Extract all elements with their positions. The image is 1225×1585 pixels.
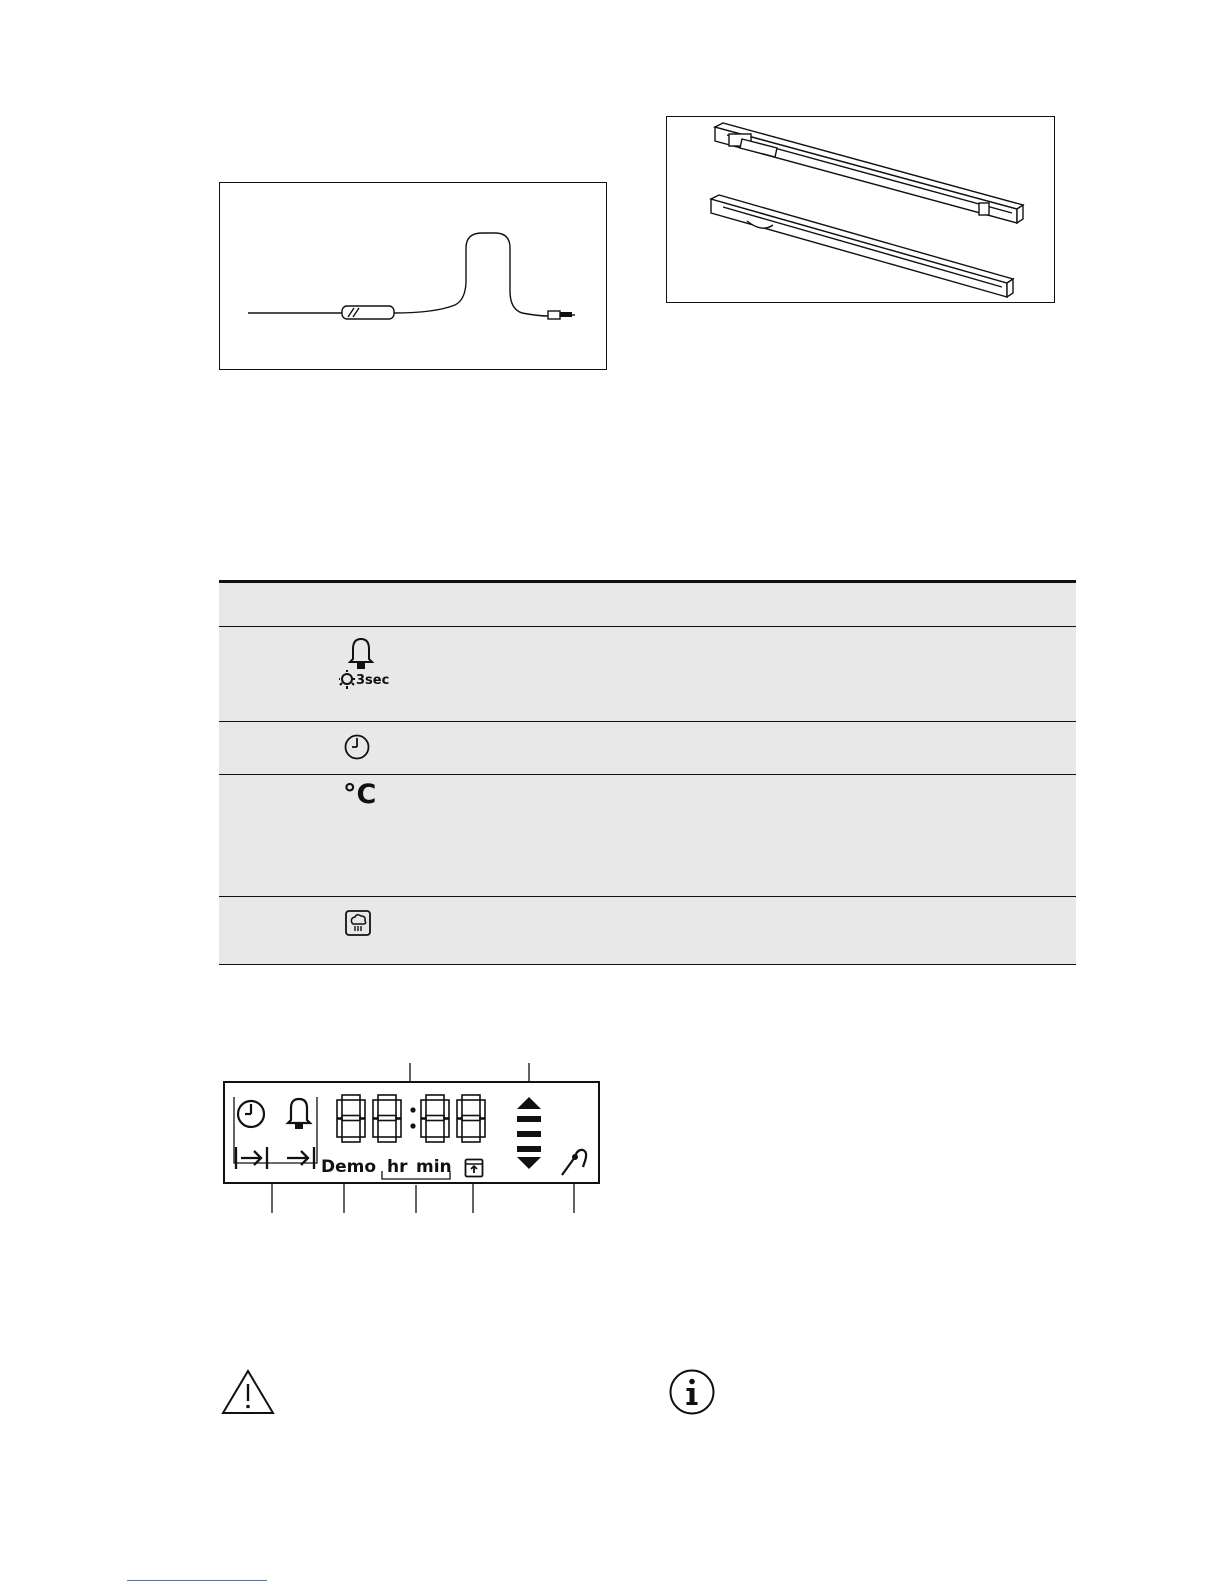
digit-segment [378, 1116, 396, 1121]
table-row [219, 775, 1076, 897]
icon-text-3sec: 3sec [356, 673, 390, 688]
probe-icon [559, 1145, 589, 1177]
display-panel [223, 1081, 600, 1184]
digit-segment [378, 1137, 396, 1142]
table-header-row [219, 580, 1076, 627]
core-temperature-probe-icon [220, 183, 605, 368]
display-diagram [223, 1063, 603, 1213]
digit-segment [462, 1116, 480, 1121]
child-lock-icon [464, 1158, 484, 1178]
heat-up-indicator [515, 1095, 543, 1181]
digit-segment [457, 1119, 462, 1137]
digit-segment [462, 1095, 480, 1100]
digit-display [335, 1093, 495, 1149]
probe-figure [219, 182, 607, 370]
digit-segment [396, 1119, 401, 1137]
digit-segment [426, 1137, 444, 1142]
steam-icon [344, 909, 372, 937]
table-row [219, 627, 1076, 722]
bell-icon [285, 1096, 313, 1130]
table-row [219, 897, 1076, 965]
digit-segment [360, 1119, 365, 1137]
min-label: min [416, 1157, 452, 1177]
digit-segment [426, 1116, 444, 1121]
clock-icon [343, 733, 371, 761]
telescopic-runners-icon [667, 117, 1053, 301]
rails-figure [666, 116, 1055, 303]
digit-segment [462, 1137, 480, 1142]
demo-label: Demo [321, 1157, 377, 1177]
digit-segment [378, 1095, 396, 1100]
warning-triangle-icon [220, 1368, 276, 1416]
digit-segment [444, 1119, 449, 1137]
table-row [219, 722, 1076, 775]
colon-separator [410, 1107, 415, 1128]
clock-icon [235, 1098, 267, 1130]
digit-segment [342, 1116, 360, 1121]
info-icon [668, 1368, 716, 1416]
celsius-icon-text: °C [343, 779, 377, 810]
end-time-icon [285, 1145, 317, 1171]
hr-label: hr [387, 1157, 408, 1177]
digit-segment [342, 1137, 360, 1142]
function-table [219, 580, 1076, 965]
digit-segment [426, 1095, 444, 1100]
link-underline [127, 1580, 267, 1581]
digit-segment [480, 1119, 485, 1137]
digit-segment [342, 1095, 360, 1100]
duration-icon [234, 1145, 270, 1171]
digit-segment [337, 1119, 342, 1137]
digit-segment [373, 1119, 378, 1137]
celsius-icon [343, 781, 376, 808]
bell-light-3sec-icon [339, 635, 401, 691]
digit-segment [421, 1119, 426, 1137]
